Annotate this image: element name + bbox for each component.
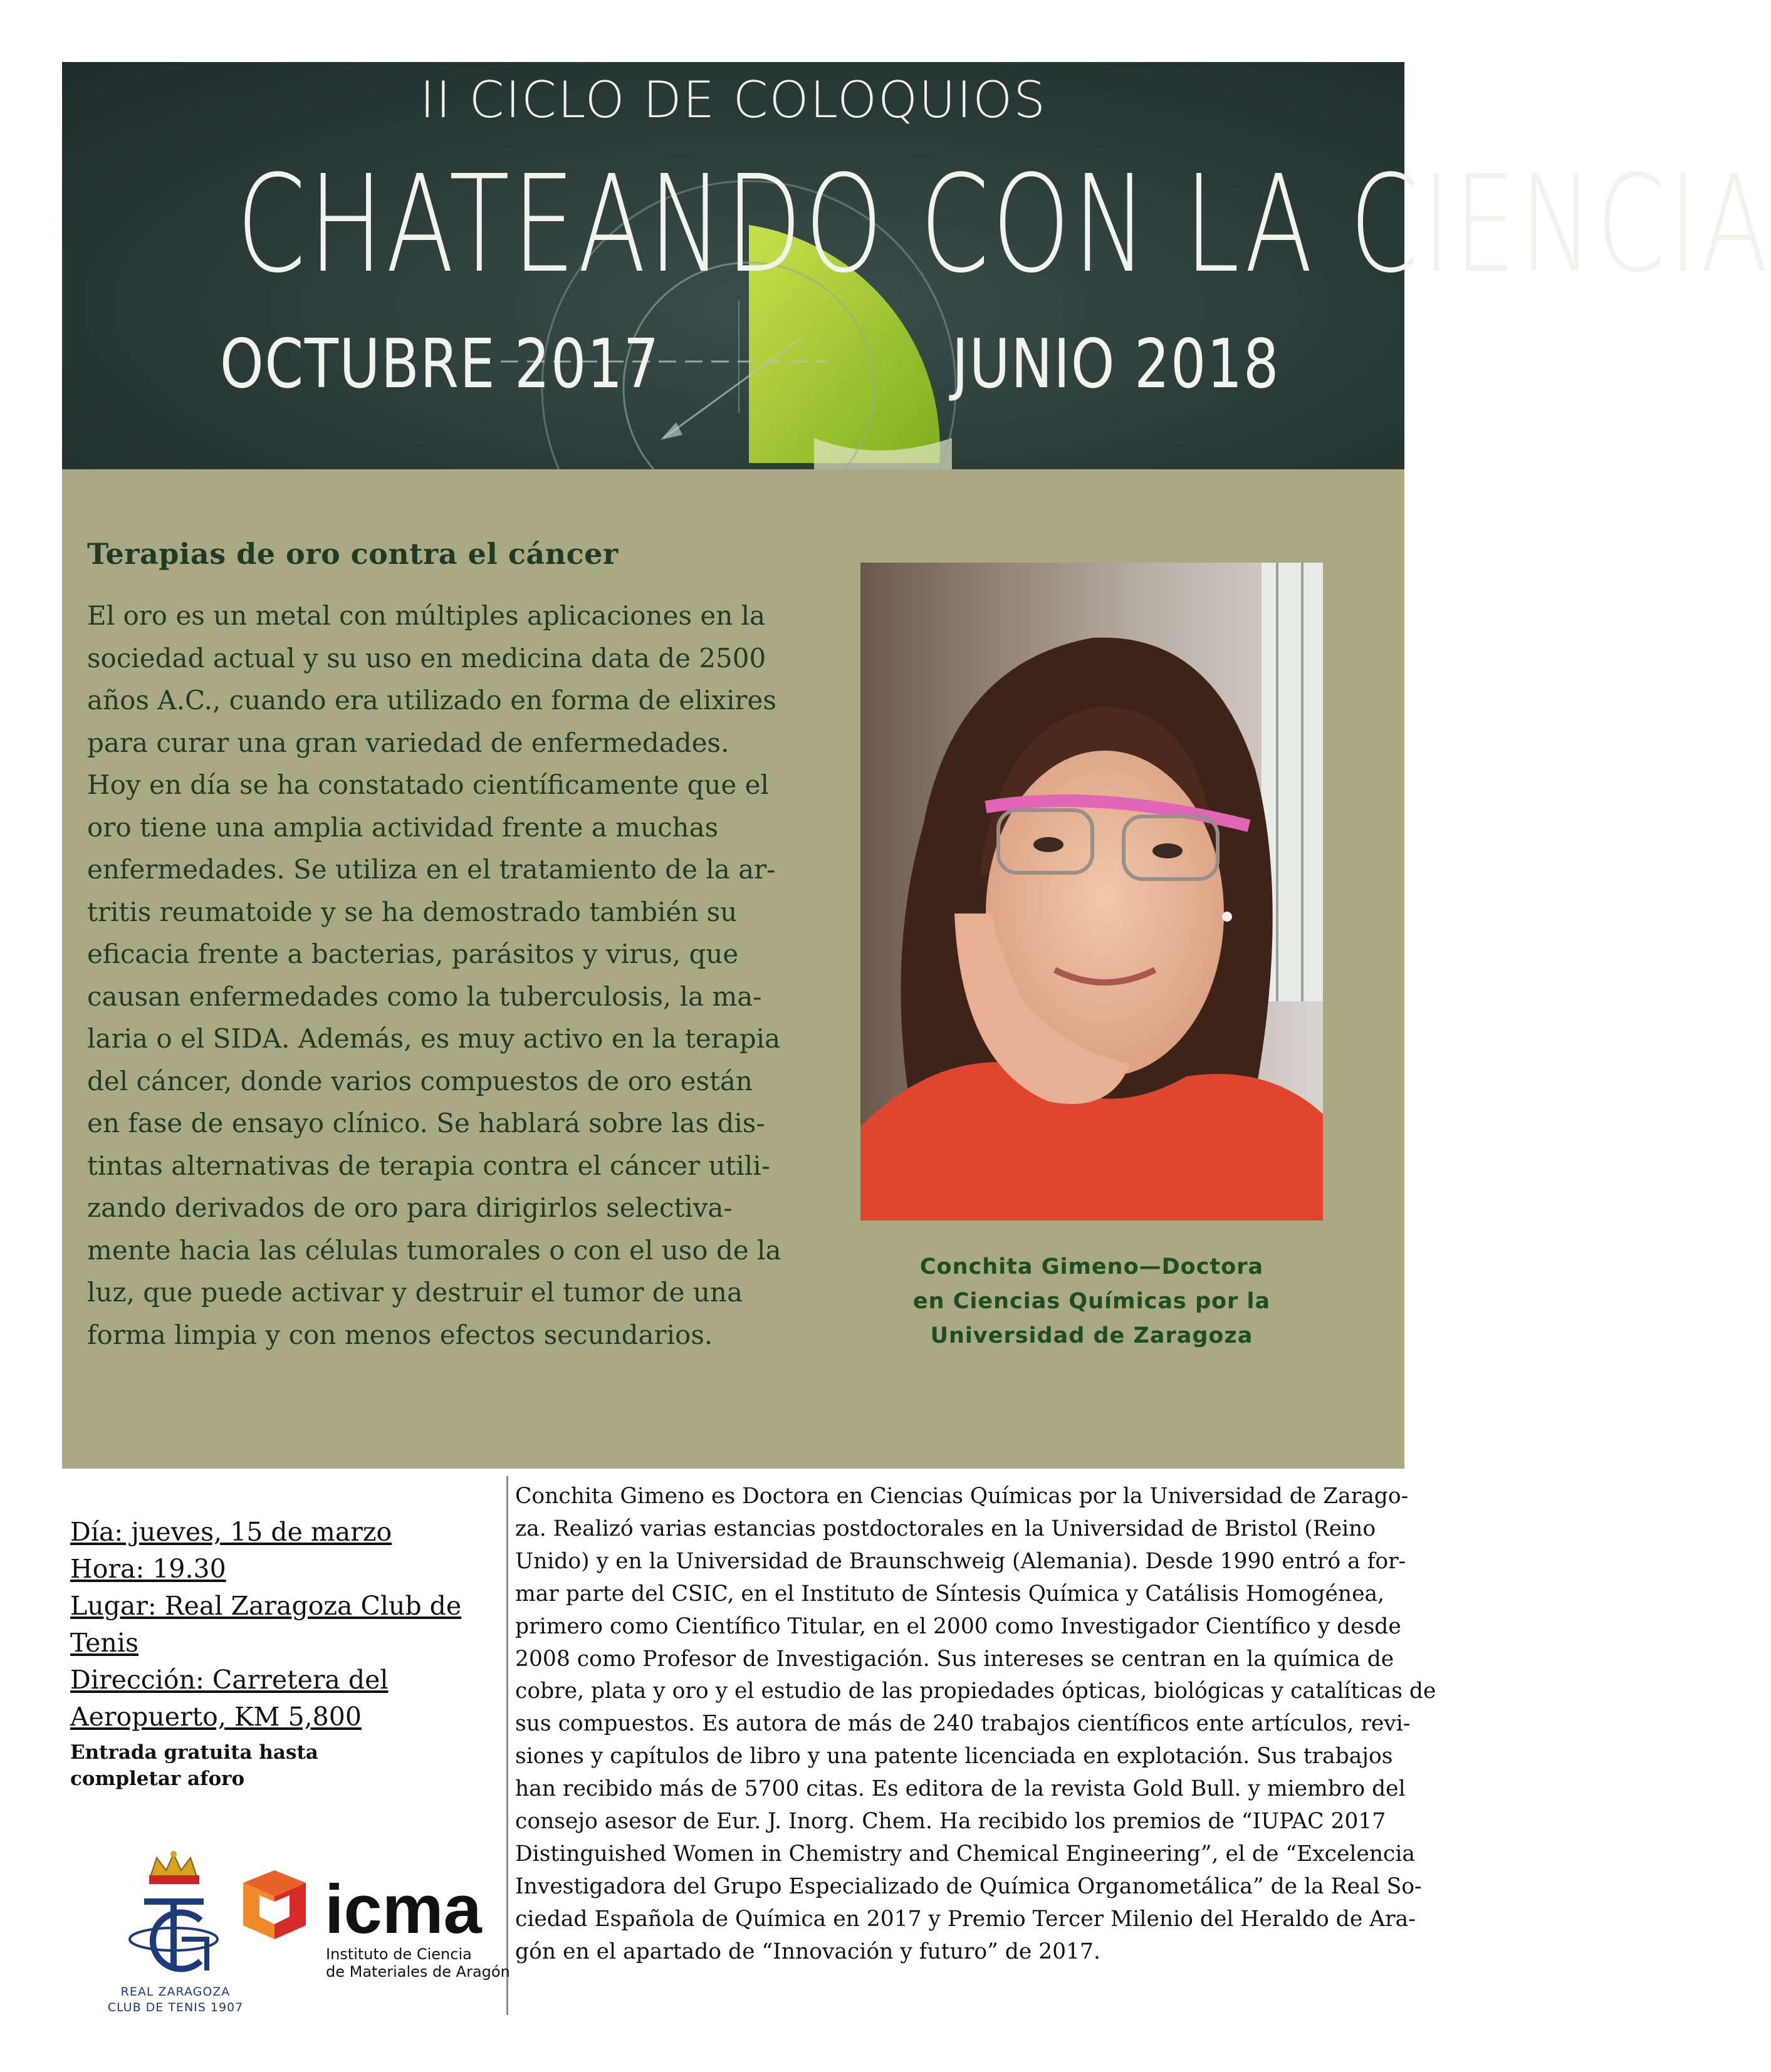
event-time: Hora: 19.30: [70, 1554, 226, 1584]
bio-line: cobre, plata y oro y el estudio de las propiedades ópticas, biológicas y catalíticas de: [515, 1679, 1436, 1704]
abstract-line: zando derivados de oro para dirigirlos selectiva-: [87, 1192, 733, 1223]
icma-wordmark: icma: [325, 1871, 482, 1948]
caption-line: en Ciencias Químicas por la: [912, 1289, 1271, 1314]
talk-title: Terapias de oro contra el cáncer: [87, 537, 619, 571]
abstract-line: sociedad actual y su uso en medicina data de 2500: [87, 642, 766, 674]
speaker-caption: [858, 1250, 1325, 1353]
caption-line: Universidad de Zaragoza: [930, 1323, 1253, 1348]
speaker-bio: [515, 1481, 1436, 1969]
abstract-line: oro tiene una amplia actividad frente a muchas: [87, 811, 719, 843]
bio-line: consejo asesor de Eur. J. Inorg. Chem. Ha recibido los premios de “IUPAC 2017: [515, 1809, 1386, 1835]
abstract-line: años A.C., cuando era utilizado en forma de elixires: [87, 685, 776, 716]
abstract-line: del cáncer, donde varios compuestos de oro están: [87, 1065, 753, 1096]
start-date: OCTUBRE 2017: [220, 325, 660, 403]
event-address: Dirección: Carretera del: [70, 1665, 389, 1695]
abstract-line: en fase de ensayo clínico. Se hablará sobre las dis-: [87, 1108, 765, 1138]
entry-note: [70, 1739, 459, 1792]
header-banner: [62, 62, 1771, 469]
rz-name-line: REAL ZARAGOZA: [120, 1985, 231, 1999]
abstract-line: Hoy en día se ha constatado científicamente que el: [87, 769, 769, 800]
abstract-line: causan enfermedades como la tuberculosis, la ma-: [87, 981, 762, 1012]
entry-note-line: Entrada gratuita hasta: [70, 1741, 318, 1764]
abstract-line: para curar una gran variedad de enfermedades.: [87, 727, 729, 758]
crown-crest-icon: [107, 1851, 241, 1983]
event-day: Día: jueves, 15 de marzo: [70, 1517, 392, 1547]
bio-line: Distinguished Women in Chemistry and Chemical Engineering”, el de “Excelencia: [515, 1841, 1415, 1866]
bio-line: gón en el apartado de “Innovación y futuro” de 2017.: [515, 1939, 1100, 1964]
end-date: JUNIO 2018: [952, 325, 1280, 403]
talk-section: [62, 469, 1404, 1469]
icma-cube-icon: [237, 1870, 500, 1948]
caption-line: Conchita Gimeno—Doctora: [919, 1254, 1264, 1279]
bio-line: 2008 como Profesor de Investigación. Sus intereses se centran en la química de: [515, 1646, 1394, 1672]
talk-abstract: [87, 595, 864, 1356]
series-title: CHATEANDO CON LA CIENCIA: [236, 147, 1771, 303]
bio-line: Unido) y en la Universidad de Braunschweig (Alemania). Desde 1990 entró a for-: [515, 1548, 1406, 1574]
bio-line: siones y capítulos de libro y una patente licenciada en explotación. Sus trabajos: [515, 1744, 1393, 1769]
event-place: Lugar: Real Zaragoza Club de: [70, 1591, 462, 1621]
abstract-line: tritis reumatoide y se ha demostrado también su: [87, 896, 738, 927]
icma-logo: [237, 1870, 510, 1996]
icma-sub-line: de Materiales de Aragón: [326, 1963, 510, 1981]
event-address-cont: Aeropuerto, KM 5,800: [70, 1702, 362, 1732]
icma-sub-line: Instituto de Ciencia: [326, 1945, 472, 1963]
abstract-line: eficacia frente a bacterias, parásitos y virus, que: [87, 939, 739, 969]
abstract-line: luz, que puede activar y destruir el tumor de una: [87, 1277, 743, 1308]
abstract-line: enfermedades. Se utiliza en el tratamiento de la ar-: [87, 854, 776, 885]
entry-note-line: completar aforo: [70, 1767, 245, 1790]
abstract-line: El oro es un metal con múltiples aplicaciones en la: [87, 600, 766, 631]
bio-line: za. Realizó varias estancias postdoctorales en la Universidad de Bristol (Reino: [515, 1516, 1376, 1541]
column-divider: [506, 1476, 508, 2015]
event-place-cont: Tenis: [70, 1628, 138, 1658]
bio-line: mar parte del CSIC, en el Instituto de Síntesis Química y Catálisis Homogénea,: [515, 1581, 1385, 1606]
bio-line: Investigadora del Grupo Especializado de Química Organometálica” de la Real So-: [515, 1873, 1422, 1899]
bio-line: primero como Científico Titular, en el 2000 como Investigador Científico y desde: [515, 1613, 1401, 1639]
event-details: [70, 1514, 462, 1792]
bio-line: sus compuestos. Es autora de más de 240 trabajos científicos ente artículos, revi-: [515, 1711, 1411, 1737]
rz-name-line: CLUB DE TENIS 1907: [107, 2001, 244, 2014]
bio-line: Conchita Gimeno es Doctora en Ciencias Químicas por la Universidad de Zarago-: [515, 1484, 1409, 1509]
abstract-line: mente hacia las células tumorales o con el uso de la: [87, 1234, 781, 1266]
bio-line: ciedad Española de Química en 2017 y Premio Tercer Milenio del Heraldo de Ara-: [515, 1906, 1416, 1932]
abstract-line: forma limpia y con menos efectos secundarios.: [87, 1319, 713, 1350]
abstract-line: tintas alternativas de terapia contra el cáncer utili-: [87, 1150, 770, 1181]
real-zaragoza-logo: [107, 1851, 244, 2021]
speaker-photo: [860, 563, 1323, 1221]
series-subtitle: II CICLO DE COLOQUIOS: [419, 71, 1047, 129]
abstract-line: laria o el SIDA. Además, es muy activo en la terapia: [87, 1023, 781, 1054]
bio-line: han recibido más de 5700 citas. Es editora de la revista Gold Bull. y miembro del: [515, 1776, 1406, 1802]
